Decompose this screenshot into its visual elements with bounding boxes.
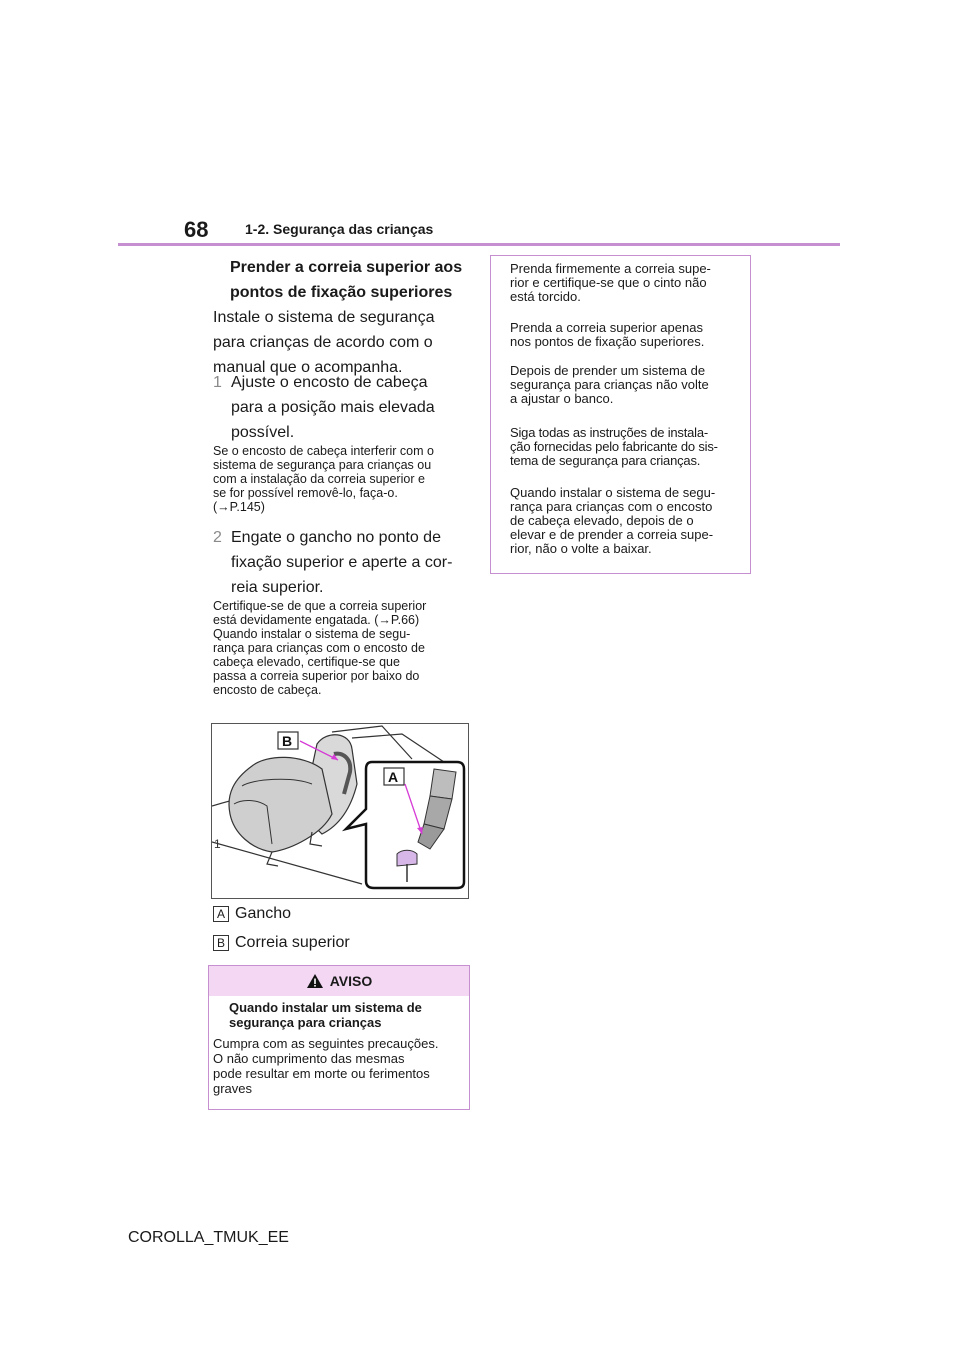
precaution-line: rança para crianças com o encosto: [510, 499, 713, 514]
model-code-footer: COROLLA_TMUK_EE: [128, 1229, 289, 1246]
note-line: cabeça elevado, certifique-se que: [213, 655, 400, 669]
step-line: Ajuste o encosto de cabeça: [231, 374, 428, 391]
warning-subtitle-line: segurança para crianças: [229, 1015, 382, 1030]
precaution-line: rior e certifique-se que o cinto não: [510, 275, 707, 290]
precaution-paragraph: [510, 486, 742, 556]
legend-badge-a: A: [213, 906, 229, 922]
callout-label-b: B: [282, 733, 293, 749]
precaution-line: está torcido.: [510, 289, 581, 304]
note-line: com a instalação da correia superior e: [213, 472, 425, 486]
step-line: para a posição mais elevada: [231, 399, 435, 416]
precaution-line: Prenda a correia superior apenas: [510, 320, 703, 335]
precaution-line: Quando instalar o sistema de segu-: [510, 485, 716, 500]
warning-box: [208, 965, 470, 1110]
warning-header: [209, 966, 469, 996]
note-line: Se o encosto de cabeça interferir com o: [213, 444, 434, 458]
warning-text: [213, 1036, 465, 1096]
note-line: rança para crianças com o encosto de: [213, 641, 425, 655]
note-line: Certifique-se de que a correia superior: [213, 599, 427, 613]
warning-label: AVISO: [329, 973, 373, 989]
header-divider: [118, 243, 840, 246]
precaution-line: elevar e de prender a correia supe-: [510, 527, 714, 542]
precaution-line: segurança para crianças não volte: [510, 377, 709, 392]
subheading-line: pontos de fixação superiores: [230, 284, 453, 301]
legend-item-hook: [213, 905, 291, 923]
warning-subtitle: [229, 1000, 459, 1030]
warning-text-line: graves: [213, 1081, 253, 1096]
callout-label-a: A: [388, 769, 399, 785]
child-seat-illustration: [211, 723, 469, 899]
precaution-line: tema de segurança para crianças.: [510, 453, 701, 468]
warning-triangle-icon: [306, 973, 324, 989]
precaution-paragraph: [510, 364, 742, 406]
precaution-paragraph: [510, 262, 742, 304]
warning-text-line: Cumpra com as seguintes precauções.: [213, 1036, 439, 1051]
legend-badge-b: B: [213, 935, 229, 951]
precaution-line: Siga todas as instruções de instala-: [510, 425, 709, 440]
child-seat-drawing: [212, 724, 468, 898]
page-reference-link[interactable]: está devidamente engatada. (→P.66): [213, 613, 420, 627]
precaution-line: rior, não o volte a baixar.: [510, 541, 652, 556]
note-line: sistema de segurança para crianças ou: [213, 458, 432, 472]
step-1: [213, 370, 469, 445]
precaution-paragraph: [510, 426, 742, 468]
step-line: reia superior.: [231, 579, 324, 596]
note-line: encosto de cabeça.: [213, 683, 322, 697]
step-line: possível.: [231, 424, 295, 441]
step-line: fixação superior e aperte a cor-: [231, 554, 453, 571]
precaution-paragraph: [510, 321, 742, 349]
intro-paragraph: [213, 305, 469, 380]
note-line: passa a correia superior por baixo do: [213, 669, 420, 683]
step-line: Engate o gancho no ponto de: [231, 529, 441, 546]
legend-label: Correia superior: [235, 934, 350, 951]
legend-label: Gancho: [235, 905, 292, 922]
precaution-line: Prenda firmemente a correia supe-: [510, 261, 711, 276]
note-line: se for possível removê-lo, faça-o.: [213, 486, 398, 500]
legend-item-top-strap: [213, 934, 350, 952]
warning-text-line: pode resultar em morte ou ferimentos: [213, 1066, 430, 1081]
precaution-line: ção fornecidas pelo fabricante do sis-: [510, 439, 718, 454]
intro-line: Instale o sistema de segurança: [213, 309, 435, 326]
stitch-mark: 1: [214, 837, 221, 851]
note-line: Quando instalar o sistema de segu-: [213, 627, 411, 641]
section-title: 1-2. Segurança das crianças: [245, 221, 434, 237]
step-2: [213, 525, 469, 600]
page-number: 68: [184, 217, 209, 242]
precaution-line: nos pontos de fixação superiores.: [510, 334, 705, 349]
precaution-line: de cabeça elevado, depois de o: [510, 513, 694, 528]
note-strap: [213, 599, 469, 697]
subheading: [230, 255, 470, 305]
warning-subtitle-line: Quando instalar um sistema de: [229, 1000, 422, 1015]
subheading-line: Prender a correia superior aos: [230, 259, 463, 276]
page-reference-link[interactable]: (→P.145): [213, 500, 265, 514]
step-number: 1: [213, 374, 222, 391]
warning-text-line: O não cumprimento das mesmas: [213, 1051, 405, 1066]
precaution-line: a ajustar o banco.: [510, 391, 614, 406]
intro-line: para crianças de acordo com o: [213, 334, 433, 351]
note-headrest: [213, 444, 469, 514]
precautions-box: [490, 255, 751, 574]
precaution-line: Depois de prender um sistema de: [510, 363, 706, 378]
intro-line: manual que o acompanha.: [213, 359, 403, 376]
step-number: 2: [213, 529, 222, 546]
